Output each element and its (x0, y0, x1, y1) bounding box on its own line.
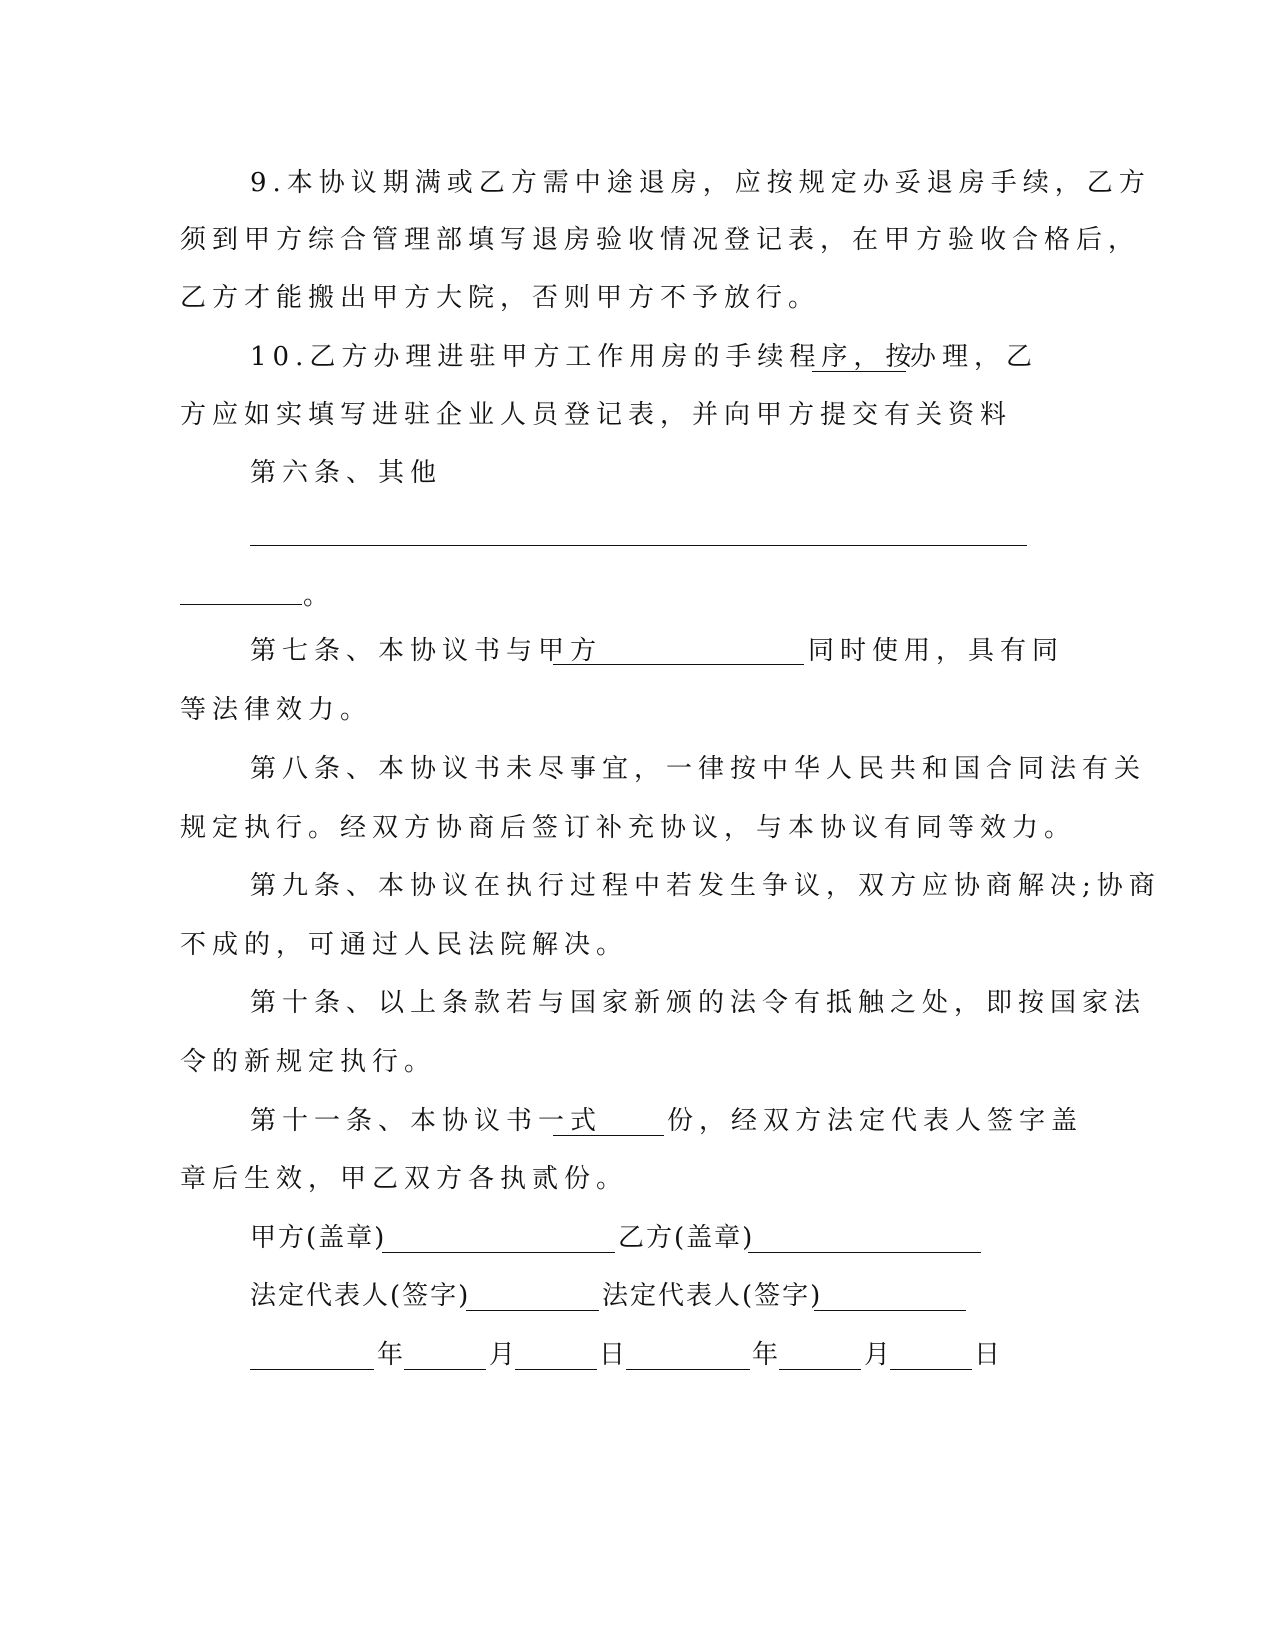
party-a-year-label: 年 (377, 1340, 410, 1370)
article-9-text-1: 第九条、本协议在执行过程中若发生争议，双方应协商解决;协商 (250, 871, 1161, 901)
clause-10-text-2: 方应如实填写进驻企业人员登记表，并向甲方提交有关资料 (180, 400, 1013, 430)
party-a-day-blank (515, 1369, 597, 1370)
article-11-text-1a: 第十一条、本协议书一式 (250, 1106, 603, 1136)
article-9-text-2: 不成的，可通过人民法院解决。 (180, 930, 629, 960)
clause-10-text-1b: 办理，乙 (910, 342, 1039, 372)
party-b-representative-blank (814, 1310, 966, 1311)
party-a-year-blank (250, 1369, 374, 1370)
party-b-month-label: 月 (864, 1340, 897, 1370)
article-10-text-2: 令的新规定执行。 (180, 1047, 437, 1077)
clause-10-text-1a: 10.乙方办理进驻甲方工作用房的手续程序，按 (250, 342, 918, 372)
party-a-day-label: 日 (599, 1340, 632, 1370)
party-b-year-label: 年 (752, 1340, 785, 1370)
article-11-text-1b: 份，经双方法定代表人签字盖 (667, 1106, 1084, 1136)
article-8-text-2: 规定执行。经双方协商后签订补充协议，与本协议有同等效力。 (180, 813, 1077, 843)
party-a-representative-label: 法定代表人(签字) (250, 1281, 471, 1311)
article-6-end-mark: 。 (303, 581, 336, 611)
article-7-text-1b: 同时使用，具有同 (808, 636, 1065, 666)
party-b-seal-blank (748, 1252, 981, 1253)
clause-10-procedure-blank (812, 371, 906, 372)
party-b-year-blank (626, 1369, 750, 1370)
article-7-text-1a: 第七条、本协议书与甲方 (250, 636, 603, 666)
party-a-seal-label: 甲方(盖章) (250, 1223, 387, 1253)
article-10-text-1: 第十条、以上条款若与国家新颁的法令有抵触之处，即按国家法 (250, 988, 1147, 1018)
party-b-seal-label: 乙方(盖章) (618, 1223, 755, 1253)
article-7-text-2: 等法律效力。 (180, 695, 373, 725)
party-b-day-blank (890, 1369, 972, 1370)
party-a-representative-blank (466, 1310, 599, 1311)
clause-9-text-1: 9.本协议期满或乙方需中途退房，应按规定办妥退房手续，乙方 (250, 168, 1151, 198)
article-6-heading: 第六条、其他 (250, 458, 443, 488)
article-6-blank-line-2 (180, 604, 302, 605)
article-6-blank-line-1 (250, 545, 1027, 546)
party-a-month-blank (404, 1369, 486, 1370)
article-11-copies-blank (553, 1135, 664, 1136)
party-a-month-label: 月 (489, 1340, 522, 1370)
article-8-text-1: 第八条、本协议书未尽事宜，一律按中华人民共和国合同法有关 (250, 754, 1147, 784)
article-11-text-2: 章后生效，甲乙双方各执贰份。 (180, 1164, 629, 1194)
party-a-seal-blank (382, 1252, 615, 1253)
party-b-month-blank (779, 1369, 861, 1370)
clause-9-text-2: 须到甲方综合管理部填写退房验收情况登记表，在甲方验收合格后， (180, 225, 1141, 255)
article-7-document-blank (553, 664, 804, 665)
party-b-day-label: 日 (974, 1340, 1007, 1370)
party-b-representative-label: 法定代表人(签字) (602, 1281, 823, 1311)
clause-9-text-3: 乙方才能搬出甲方大院，否则甲方不予放行。 (180, 283, 821, 313)
